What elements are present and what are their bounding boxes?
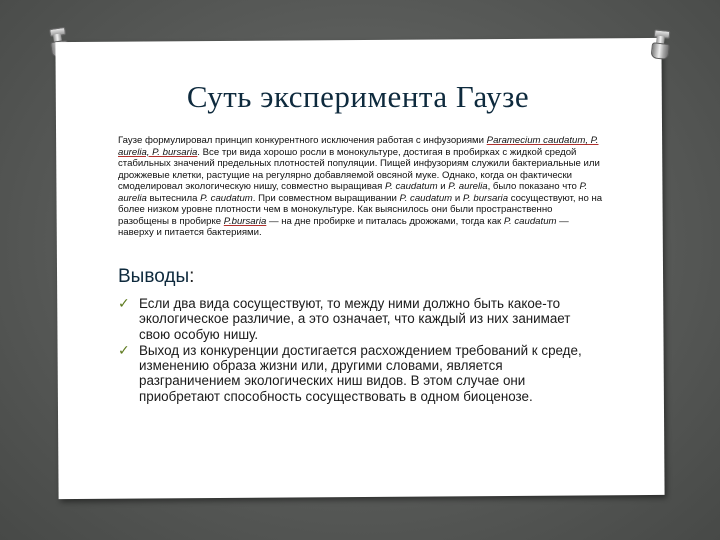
pushpin-icon-right (651, 29, 670, 59)
list-item (118, 343, 598, 404)
species-name: P.bursaria (223, 215, 267, 227)
conclusions-colon: : (189, 266, 195, 287)
species-name: P. aurelia (118, 181, 588, 204)
slide-title: Суть эксперимента Гаузе (186, 79, 530, 114)
text-segment: . При совместном выращивании (252, 192, 400, 204)
text-segment: и (452, 192, 463, 204)
text-segment: и (437, 181, 449, 192)
species-name: P. aurelia (448, 181, 488, 192)
text-segment: — на дне пробирке и питалась дрожжами, тогда как (266, 215, 504, 227)
species-name: P. caudatum (200, 192, 253, 204)
checkmark-icon: ✓ (118, 295, 130, 311)
text-segment: Гаузе формулировал принцип конкурентного исключения работая с инфузориями (118, 135, 487, 146)
species-name: P. bursaria (462, 192, 509, 204)
body-paragraph (118, 135, 604, 239)
text-segment: , было показано что (487, 181, 580, 192)
list-item-text: Выход из конкуренции достигается расхождением требований к среде, изменению образа жизни или, другими словами, является разграничением экологических ниш видов. В этом случае они приобретают способность сосуществовать в одном биоценозе. (139, 342, 582, 404)
species-name: P. caudatum (503, 215, 557, 227)
conclusions-heading-text: Выводы (118, 266, 190, 287)
text-segment: . Все три вида хорошо росли в монокультуре, достигая в пробирках с жидкой средой стабильных значений предельных плотностей популяции. Пищей инфузориям служили бактериальные или дрожжевые клетки, растущие на регулярно добавляемой овсяной муке. Однако, когда он фактически смоделировал экологическую нишу, совместно выращивая (118, 146, 600, 192)
checkmark-icon: ✓ (118, 341, 130, 358)
text-segment: сосуществуют, но на более низком уровне плотности чем в монокультуре. Как выяснилось они были пространственно разобщены в пробирке (118, 192, 603, 227)
conclusions-list (118, 296, 598, 405)
species-name: P. caudatum (384, 181, 438, 192)
text-segment: вытеснила (146, 192, 201, 204)
species-name: Paramecium caudatum, P. aurelia, P. bursaria (118, 135, 599, 158)
conclusions-heading (118, 266, 598, 288)
list-item (118, 296, 598, 342)
text-segment: — наверху и питается бактериями. (118, 215, 569, 238)
species-name: P. caudatum (399, 192, 453, 204)
list-item-text: Если два вида сосуществуют, то между ними должно быть какое-то экологическое различие, а это означает, что каждый из них занимает свою особую нишу. (139, 296, 571, 342)
